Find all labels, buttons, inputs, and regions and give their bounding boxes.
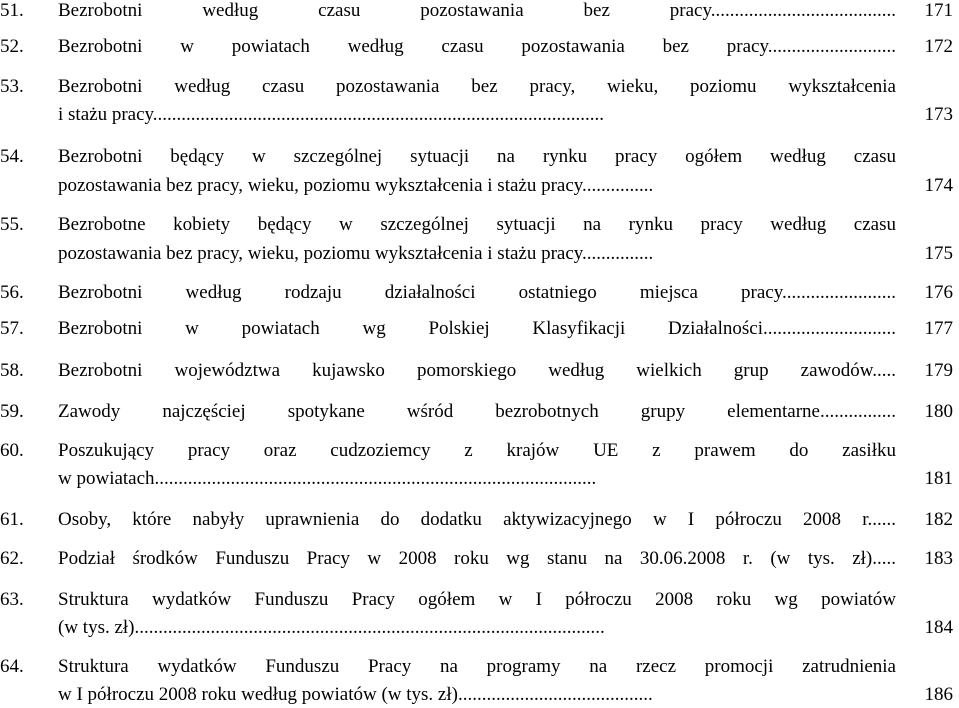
toc-entry-page: 180 — [924, 401, 953, 422]
toc-entry-title-continued: (w tys. zł)................................................................................................... — [58, 617, 605, 638]
toc-entry-page: 171 — [924, 0, 953, 21]
toc-entry-title: Bezrobotni w powiatach wg Polskiej Klasyfikacji Działalności............................ — [58, 318, 896, 339]
toc-entry-title: Poszukujący pracy oraz cudzoziemcy z krajów UE z prawem do zasiłku — [58, 440, 896, 461]
toc-entry-title: Bezrobotne kobiety będący w szczególnej sytuacji na rynku pracy według czasu — [58, 214, 896, 235]
toc-entry-page: 184 — [924, 617, 953, 638]
toc-entry-number: 53. — [0, 76, 24, 97]
toc-entry-title: Bezrobotni według czasu pozostawania bez pracy, wieku, poziomu wykształcenia — [58, 76, 896, 97]
toc-entry-page: 176 — [924, 282, 953, 303]
toc-entry-title: Struktura wydatków Funduszu Pracy ogółem w I półroczu 2008 roku wg powiatów — [58, 589, 896, 610]
toc-entry-number: 59. — [0, 401, 24, 422]
toc-entry-number: 64. — [0, 656, 24, 677]
toc-entry-page: 177 — [924, 318, 953, 339]
toc-entry-title: Bezrobotni województwa kujawsko pomorskiego według wielkich grup zawodów..... — [58, 360, 896, 381]
toc-entry-number: 51. — [0, 0, 24, 21]
toc-entry-number: 63. — [0, 589, 24, 610]
toc-entry-number: 58. — [0, 360, 24, 381]
toc-entry-title: Zawody najczęściej spotykane wśród bezrobotnych grupy elementarne................ — [58, 401, 896, 422]
toc-entry-page: 175 — [924, 243, 953, 264]
toc-entry-number: 54. — [0, 146, 24, 167]
toc-entry-page: 173 — [924, 104, 953, 125]
toc-entry-title: Bezrobotni w powiatach według czasu pozostawania bez pracy........................... — [58, 36, 896, 57]
toc-entry-title: Osoby, które nabyły uprawnienia do dodatku aktywizacyjnego w I półroczu 2008 r...... — [58, 509, 896, 530]
toc-entry-title: Struktura wydatków Funduszu Pracy na programy na rzecz promocji zatrudnienia — [58, 656, 896, 677]
toc-entry-title-continued: w I półroczu 2008 roku według powiatów (w tys. zł)......................................... — [58, 684, 653, 705]
toc-entry-number: 62. — [0, 548, 24, 569]
toc-entry-title-continued: pozostawania bez pracy, wieku, poziomu wykształcenia i stażu pracy............... — [58, 243, 654, 264]
toc-entry-title: Bezrobotni będący w szczególnej sytuacji na rynku pracy ogółem według czasu — [58, 146, 896, 167]
toc-entry-page: 181 — [924, 468, 953, 489]
toc-entry-page: 172 — [924, 36, 953, 57]
toc-entry-title-continued: w powiatach............................................................................................. — [58, 468, 597, 489]
toc-entry-number: 55. — [0, 214, 24, 235]
toc-entry-number: 60. — [0, 440, 24, 461]
toc-entry-title-continued: pozostawania bez pracy, wieku, poziomu wykształcenia i stażu pracy............... — [58, 175, 654, 196]
toc-entry-page: 179 — [924, 360, 953, 381]
toc-entry-page: 183 — [924, 548, 953, 569]
toc-entry-page: 174 — [924, 175, 953, 196]
toc-entry-page: 182 — [924, 509, 953, 530]
toc-entry-number: 56. — [0, 282, 24, 303]
toc-entry-number: 57. — [0, 318, 24, 339]
toc-entry-number: 61. — [0, 509, 24, 530]
toc-entry-title: Bezrobotni według rodzaju działalności ostatniego miejsca pracy........................ — [58, 282, 896, 303]
toc-entry-title-continued: i stażu pracy............................................................................................... — [58, 104, 605, 125]
toc-entry-page: 186 — [924, 684, 953, 705]
toc-entry-title: Podział środków Funduszu Pracy w 2008 roku wg stanu na 30.06.2008 r. (w tys. zł)..... — [58, 548, 896, 569]
toc-entry-number: 52. — [0, 36, 24, 57]
toc-entry-title: Bezrobotni według czasu pozostawania bez pracy....................................... — [58, 0, 896, 21]
